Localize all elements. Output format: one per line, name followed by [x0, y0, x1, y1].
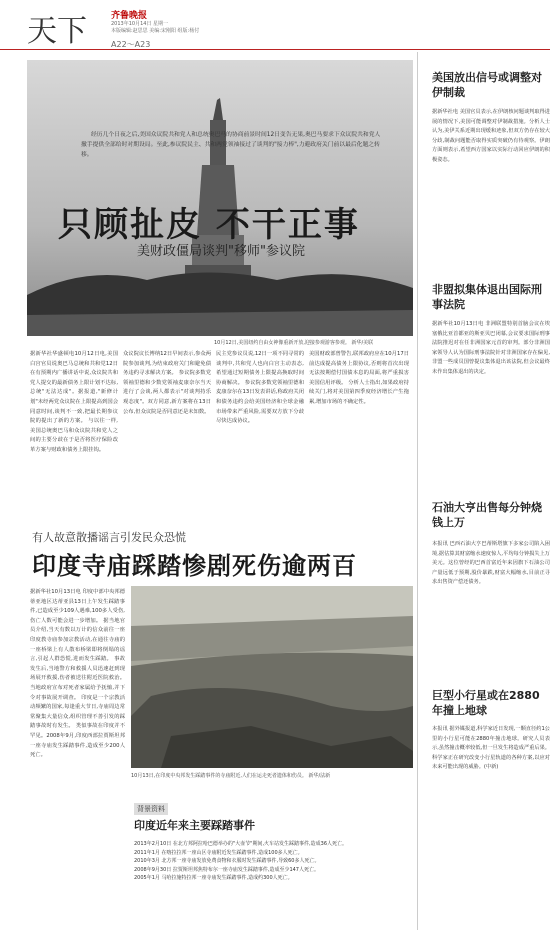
sidebar-story1-title: 美国放出信号或调整对伊制裁 — [432, 71, 542, 99]
lead-intro: 经历几个日夜之后,美国众议院共和党人和总统奥巴马的协商前景时间12日变告无果,奥巴马要求下众议院共和党人撤手提供全部给时对期设局。至此,参议院民主、共和两党领袖接过了谈判的"接力棒",力避政府关门前以最后化题之转移。 — [81, 132, 381, 158]
list-item: 2011年1月 在喀拉拉邦一座山区寺庙附近发生踩踏事件,造成100多人死亡。 — [134, 849, 303, 856]
background-info-tag: 背景资料 — [134, 803, 168, 815]
background-info-list — [134, 840, 410, 883]
section-name: 天下 — [27, 14, 87, 49]
paper-name: 齐鲁晚报 — [111, 11, 148, 21]
lead-body-col3: 民主党参议员说,12日一项不同寻常的谈判中,共和党人也向白宫主动表态,希望通过短期债务上限提高换取时间协商解决。 参议院多数党领袖里德和麦康奈尔在13日发表讲话,称政府关闭和债务违约会给美国经济和全球金融市场带来严重风险,需要双方放下分歧尽快达成协议。 — [216, 351, 304, 425]
lead-photo-caption: 10月12日,美国纽约自由女神像重新开放,迎接参观游客参观。 新华/美联 — [214, 340, 374, 346]
sidebar-story2-body: 据新华社10月13日电 非洲联盟特别首脑会议在埃塞俄比亚首都亚的斯亚贝巴闭幕,会议要求国际刑事法院推迟对在任非洲国家元首的审判。部分非洲国家领导人认为国际刑事法院针对非洲国家存在偏见,非盟一些成员国曾提议集体退出该法院,但会议最终未作出集体退出的决定。 — [432, 321, 550, 375]
background-info-title: 印度近年来主要踩踏事件 — [134, 819, 255, 832]
sidebar-story3-title: 石油大亨出售每分钟烧钱上万 — [432, 501, 542, 529]
list-item: 2010年3月 北方邦一座寺庙发放免费食物和衣服时发生踩踏事件,导致60多人死亡。 — [134, 858, 320, 865]
list-item: 2008年9月30日 拉贾斯坦邦焦特布尔一座寺庙发生踩踏事件,造成至少147人死亡。 — [134, 866, 319, 873]
sidebar-story1-body: 据新华社电 美国官员表示,在伊朗核问题谈判取得进展的情况下,美国可能调整对伊制裁措施。分析人士认为,美伊关系近期出现缓和迹象,但双方仍存在较大分歧,制裁问题能否取得实质突破仍有待观察。伊朗方面则表示,希望西方国家以实际行动回应伊朗的积极姿态。 — [432, 109, 550, 163]
lead-headline: 只顾扯皮 不干正事 — [58, 205, 360, 245]
editor-line: 本版编辑:赵思思 美编:宋刚阳 组版:杨付 — [111, 28, 200, 34]
stampede-photo-caption: 10月13日,在印度中央邦发生踩踏事件的寺庙附近,人们在运走死者遗体和伤员。 新华/法新 — [131, 773, 331, 779]
story2-kicker: 有人故意散播谣言引发民众恐慌 — [32, 531, 186, 544]
date-line: 2013年10月14日 星期一 — [111, 21, 169, 27]
list-item: 2013年2月10日 在北方邦阿拉哈巴德举办的"大壶节"期间,火车站发生踩踏事件,造成36人死亡。 — [134, 841, 348, 847]
lead-body-col2: 众议院议长博纳12日早间表示,参众两院参加谈判,为结束政府关门和避免债务违约寻求解决方案。 参议院多数党领袖里德和少数党领袖麦康奈尔当天进行了会谈,两人都表示"对谈判持乐观态度"。双方同意,新方案将在13日公布,但众议院是否同意还是未知数。 — [123, 351, 211, 415]
list-item: 2005年1月 马哈拉施特拉邦一座寺庙发生踩踏事件,造成约300人死亡。 — [134, 875, 293, 882]
lead-subhead: 美财政僵局谈判"移师"参议院 — [137, 244, 305, 259]
page-range: A22～A23 — [111, 40, 151, 49]
lead-photo-block — [27, 60, 413, 336]
edition-meta — [111, 21, 199, 35]
lead-body-col4: 美国财政部曾警告,联邦政府应在10月17日前达成提高债务上限协议,否则将首次出现无法按期偿付国债本息的局面,将严重损害美国信用评级。 分析人士指出,如果政府持续关门,将对美国第四季度经济增长产生拖累,增加市场的不确定性。 — [309, 351, 409, 405]
background-info-box — [129, 803, 413, 929]
sidebar-story4-body: 本报讯 据外媒报道,科学家近日发现,一颗直径约1公里的小行星可能在2880年撞击地球。研究人员表示,虽然撞击概率较低,但一旦发生将造成严重后果。科学家正在研究改变小行星轨道的各种方案,以应对未来可能出现的威胁。(中新) — [432, 726, 550, 770]
sidebar-story3-body: 本报讯 巴西石油大亨巴蒂斯塔旗下多家公司陷入困境,据估算其财富缩水速度惊人,平均每分钟损失上万美元。这位曾经的巴西首富近年来因旗下石油公司产量远低于预期,股价暴跌,财富大幅缩水,目前正寻求出售资产偿还债务。 — [432, 541, 550, 585]
sidebar-story4-title: 巨型小行星或在2880年撞上地球 — [432, 689, 540, 717]
sidebar-story2-title: 非盟拟集体退出国际刑事法院 — [432, 283, 542, 311]
story2-headline: 印度寺庙踩踏惨剧死伤逾两百 — [32, 551, 357, 580]
stampede-photo — [131, 586, 413, 768]
page-header — [0, 0, 550, 50]
stampede-photo-image — [131, 586, 413, 768]
story2-body: 据新华社10月13日电 印度中部中央邦德蒂亚地区达蒂亚县13日上午发生踩踏事件,已造成至少109人遇难,100多人受伤,伤亡人数可能会进一步增加。 据当地官员介绍,当天有数以万计的信众前往一座印度教寺庙参加宗教活动,在通往寺庙的一座桥梁上有人散布桥梁即将倒塌的谣言,引起人群恐慌,进而发生踩踏。 事故发生后,当地警方和救援人员迅速赶到现场展开救援,伤者被送往附近医院救治。当地政府宣布对死者家属给予抚恤,并下令对事故展开调查。 印度是一个宗教活动频繁的国家,每逢重大节日,寺庙周边常常聚集大量信众,组织管理不善引发的踩踏事故时有发生。 类似事故在印度并不罕见。2008年9月,印度西部拉贾斯坦邦一座寺庙发生踩踏事件,造成至少200人死亡。 — [30, 589, 125, 759]
lead-body-col1: 据新华社华盛顿电10月12日电,美国白宫官员说奥巴马总统和共和党12日在有预期内广播讲话中说,众议院共和党人提交的最新债务上限计划不达标,总统"无法达成"。据报道,"新修计划"未经两党众议院在上限提高到国会同意时间,谈判不一致,把最长期参议院的提出了新的方案。 与以往一样,美国总统奥巴马和众议院共和党人之间的主要分歧在于是否将医疗保险改革方案与财政和债务上限挂钩。 — [30, 351, 118, 453]
